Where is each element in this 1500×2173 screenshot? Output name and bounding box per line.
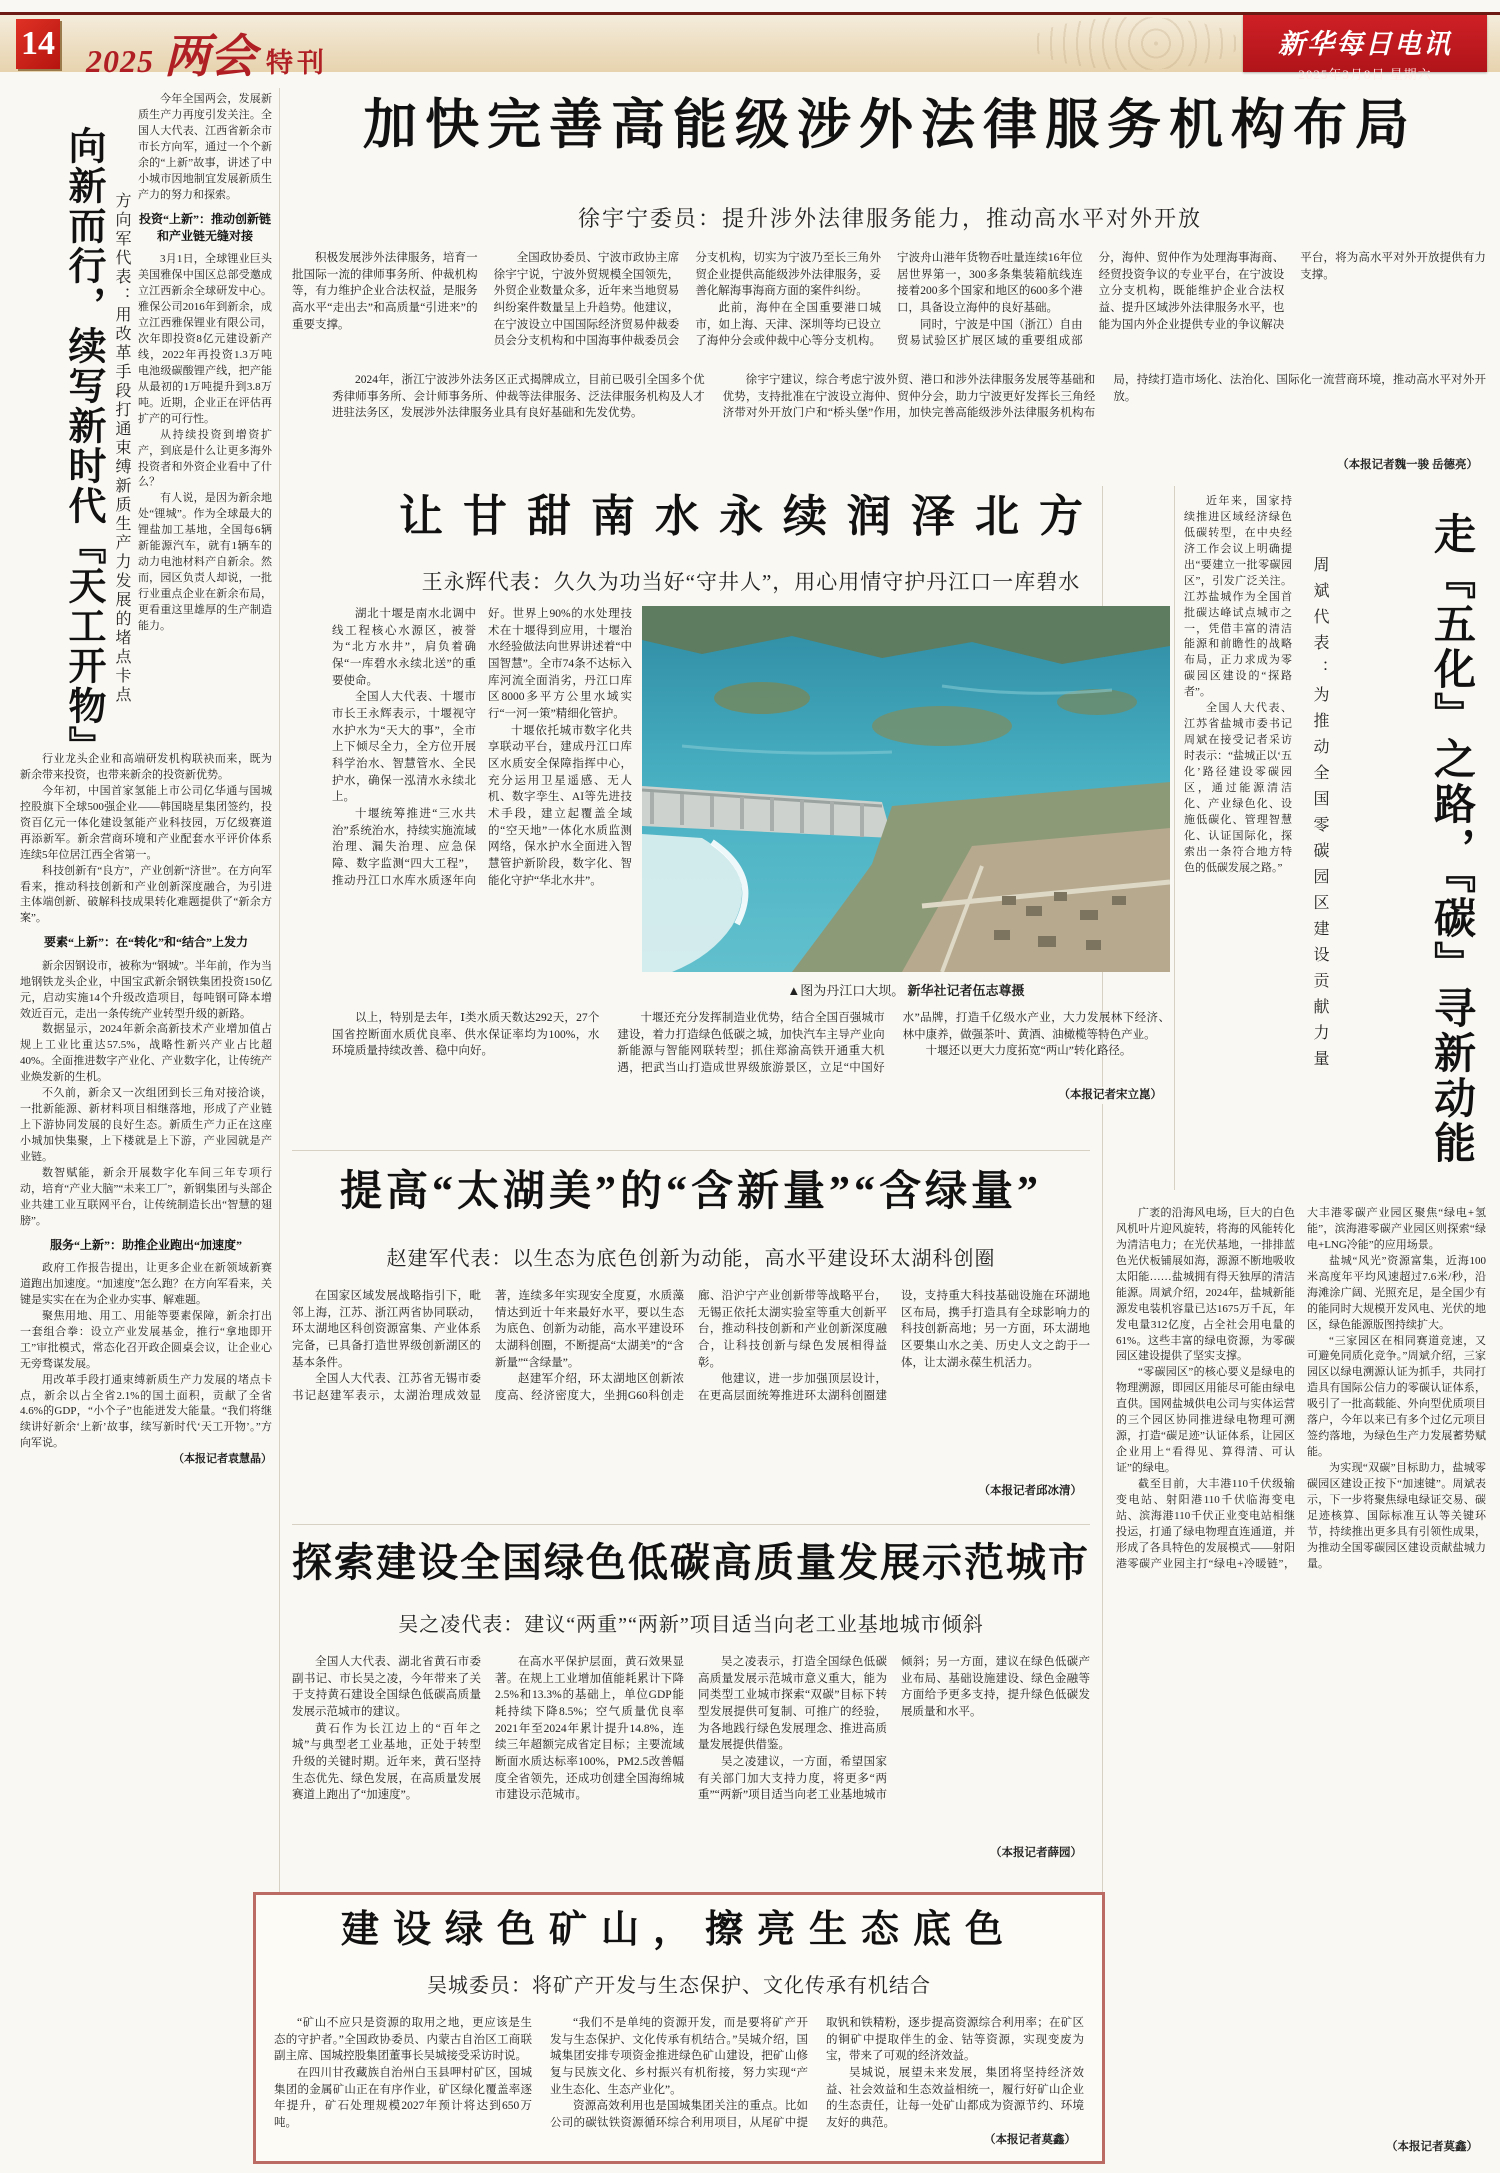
body-paragraph: 资源高效利用也是国城集团关注的重点。比如公司的碳钛铁资源循环综合利用项目，从尾矿中提取钒和铁精粉，逐步提高资源综合利用率；在矿区的铜矿中提取伴生的金、钴等资源，实现变废为宝，带来了可观的经济效益。: [550, 2017, 1084, 2130]
photo-caption: [642, 980, 1170, 999]
body-paragraph: 以上，特别是去年，Ⅰ类水质天数达292天，27个国省控断面水质优良率、供水保证率均为100%，水环境质量持续改善、稳中向好。: [332, 1012, 600, 1058]
body-paragraph: 此前，海仲在全国重要港口城市，如上海、天津、深圳等均已设立了海仲分会或仲裁中心等分支机构。宁波舟山港年货物吞吐量连续16年位居世界第一，300多条集装箱航线连接着200多个国家和地区的600多个港口，具备设立海仲的良好基础。: [695, 252, 1083, 348]
mine-article-byline: （本报记者莫鑫）: [978, 2132, 1076, 2149]
left-article-sec2-title: 要素“上新”：在“转化”和“结合”上发力: [43, 935, 248, 950]
mine-article-box: [253, 1892, 1105, 2164]
water-article-byline: （本报记者宋立崑）: [1053, 1087, 1163, 1104]
body-paragraph: 用改革手段打通束缚新质生产力发展的堵点卡点，新余以占全省2.1%的国土面积，贡献了全省4.6%的GDP，“小个子”也能迸发大能量。“我们将继续讲好新余‘上新’故事，续写新时代‘天工开物’。”方向军说。: [20, 1373, 272, 1450]
body-paragraph: 赵建军介绍，环太湖地区创新浓度高、经济密度大，坐拥G60科创走廊、沿沪宁产业创新带等战略平台，无锡正依托太湖实验室等重大创新平台，推动科技创新和产业创新深度融合，让科技创新与绿色发展相得益彰。: [495, 1290, 887, 1403]
carbon-article-subhead: 周斌代表：为推动全国零碳园区建设贡献力量: [1311, 556, 1328, 1076]
body-paragraph: 十堰依托城市数字化共享联动平台，建成丹江口库区水质安全保障指挥中心，充分运用卫星遥感、无人机、数字孪生、AI等先进技术手段，建立起覆盖全域的“空天地”一体化水质监测网络，保水护水全面进入智慧管护新阶段，数字化、智能化守护“华北水井”。: [488, 724, 632, 887]
body-paragraph: 数据显示，2024年新余高新技术产业增加值占规上工业比重达57.5%，战略性新兴产业占比超40%。全面推进数字产业化、产业数字化，让传统产业焕发新的生机。: [20, 1023, 272, 1084]
body-paragraph: 行业龙头企业和高端研发机构联袂而来，既为新余带来投资，也带来新余的投资新优势。: [20, 753, 272, 781]
body-paragraph: 盐城“风光”资源富集，近海100米高度年平均风速超过7.6米/秒，沿海滩涂广阔、光照充足，是全国少有的能同时大规模开发风电、光伏的地区，绿色能源版图持续扩大。: [1307, 1254, 1486, 1331]
body-paragraph: 今年初，中国首家氢能上市公司亿华通与国城控股旗下全球500强企业——韩国晓星集团签约，投资百亿元一体化建设氢能产业科技园，万亿级赛道再添新军。新余营商环境和产业配套水平评价体系连续5年位居江西全省第一。: [20, 784, 272, 861]
body-paragraph: 黄石作为长江边上的“百年之城”与典型老工业基地，正处于转型升级的关键时期。近年来，黄石坚持生态优先、绿色发展，在高质量发展赛道上跑出了“加速度”。: [292, 1722, 481, 1802]
body-paragraph: 湖北十堰是南水北调中线工程核心水源区，被誉为“北方水井”，肩负着确保“一库碧水永续北送”的重要使命。: [332, 608, 476, 687]
taihu-article-body: [292, 1288, 1090, 1500]
carbon-article-headline: 走『五化』之路，『碳』寻新动能: [1428, 512, 1474, 1166]
body-paragraph: 吴城说，展望未来发展，集团将坚持经济效益、社会效益和生态效益相统一，履行好矿山企业的生态责任，让每一处矿山都成为资源节约、环境友好的典范。: [826, 2067, 1084, 2130]
carbon-article-lower-columns: [1116, 1206, 1486, 2156]
top-article-subhead: 徐宇宁委员：提升涉外法律服务能力，推动高水平对外开放: [577, 206, 1202, 231]
danjiangkou-dam-photo: [642, 606, 1170, 972]
taihu-article-byline: （本报记者邱冰清）: [973, 1483, 1083, 1500]
body-paragraph: 积极发展涉外法律服务，培育一批国际一流的律师事务所、仲裁机构等，有力维护企业合法权益，是服务高水平“走出去”和高质量“引进来”的重要支撑。: [292, 252, 478, 331]
page-number-badge: [16, 19, 60, 69]
top-article-byline: （本报记者魏一骏 岳德亮）: [1331, 457, 1478, 474]
body-paragraph: 数智赋能，新余开展数字化车间三年专项行动，培育“产业大脑”“未来工厂”，新钢集团与头部企业共建工业互联网平台，让传统制造长出“智慧的翅膀”。: [20, 1166, 272, 1227]
body-paragraph: 同时，宁波是中国（浙江）自由贸易试验区扩展区域的重要组成部分，海仲、贸仲作为处理海事海商、经贸投资争议的专业平台，在宁波设立分支机构，既能维护企业合法权益、提升区域涉外法律服务水平，也能为国内外企业提供专业的争议解决平台，将为高水平对外开放提供有力支撑。: [896, 252, 1486, 348]
body-paragraph: 在国家区域发展战略指引下，毗邻上海，江苏、浙江两省协同联动，环太湖地区科创资源富集、产业体系完备，已具备打造世界级创新湖区的基本条件。: [292, 1290, 481, 1369]
photo-caption-credit: 新华社记者伍志尊摄: [907, 983, 1025, 998]
left-article-sec2: [20, 959, 272, 1230]
lowcarbon-article-body: [292, 1654, 1090, 1862]
left-article-byline: （本报记者袁慧晶）: [173, 1453, 272, 1466]
body-paragraph: 吴之凌表示，打造全国绿色低碳高质量发展示范城市意义重大，能为同类型工业城市探索“双碳”目标下转型发展提供可复制、可推广的经验，为各地践行绿色发展理念、推进高质量发展提供借鉴。: [698, 1656, 887, 1752]
dam-aerial-illustration: [642, 606, 1170, 972]
body-paragraph: 在高水平保护层面，黄石效果显著。在规上工业增加值能耗累计下降2.5%和13.3%的基础上，单位GDP能耗持续下降8.5%；空气质量优良率2021年至2024年累计提升14.8%，连续三年超额完成省定目标；主要流域断面水质达标率100%，PM2.5改善幅度全省领先，还成功创建全国海绵城市建设示范城市。: [495, 1656, 684, 1802]
banner-ripple-watermark: [1030, 17, 1240, 70]
masthead-title: 新华每日电讯: [1278, 29, 1452, 59]
lowcarbon-article-headline: 探索建设全国绿色低碳高质量发展示范城市: [292, 1540, 1090, 1585]
mine-article-subhead: 吴城委员：将矿产开发与生态保护、文化传承有机结合: [427, 1974, 931, 1997]
photo-caption-text: ▲图为丹江口大坝。: [787, 983, 905, 998]
top-article-body-band1: [292, 250, 1486, 364]
lowcarbon-article-paras: [292, 1654, 1090, 1804]
carbon-article-top-column: [1184, 494, 1292, 1186]
page-number: 14: [21, 25, 55, 62]
body-paragraph: 新余因钢设市，被称为“钢城”。半年前，作为当地钢铁龙头企业，中国宝武新余钢铁集团投资150亿元，启动实施14个升级改造项目，每吨钢可降本增效近百元，走出一条传统产业转型升级的新路。: [20, 959, 272, 1020]
body-paragraph: 全国政协委员、宁波市政协主席徐宇宁说，宁波外贸规模全国领先，外贸企业数量众多，近年来当地贸易纠纷案件数量呈上升趋势。他建议，在宁波设立中国国际经济贸易仲裁委员会分支机构和中国海事仲裁委员会分支机构，切实为宁波乃至长三角外贸企业提供高能级涉外法律服务，妥善化解海事海商方面的案件纠纷。: [493, 252, 881, 348]
body-paragraph: 徐宇宁建议，综合考虑宁波外贸、港口和涉外法律服务发展等基础和优势，支持批准在宁波设立海仲、贸仲分会，助力宁波更好发挥长三角经济带对外开放门户和“桥头堡”作用，加快完善高能级涉外法律服务机构布局，持续打造市场化、法治化、国际化一流营商环境，推动高水平对外开放。: [722, 374, 1486, 420]
body-paragraph: 不久前，新余又一次组团到长三角对接洽谈，一批新能源、新材料项目相继落地，形成了产业链上下游协同发展的良好生态。新质生产力正在这座小城加快集聚，上下楼就是上下游，产业园就是产业链。: [20, 1087, 272, 1163]
left-article-sec1: [138, 252, 272, 635]
body-paragraph: “我们不是单纯的资源开发，而是要将矿产开发与生态保护、文化传承有机结合。”吴城介绍，国城集团安排专项资金推进绿色矿山建设，把矿山修复与民族文化、乡村振兴有机衔接，努力实现“产业生态化、生态产业化”。: [550, 2017, 808, 2096]
water-article-subhead: 王永辉代表：久久为功当好“守井人”，用心用情守护丹江口一库碧水: [421, 570, 1081, 594]
carbon-article-lower-paras: [1116, 1206, 1486, 1573]
body-paragraph: 全国人大代表、江苏省无锡市委书记赵建军表示，太湖治理成效显著，连续多年实现安全度夏，水质藻情达到近十年来最好水平，要以生态为底色、创新为动能，高水平建设环太湖科创圈，不断提高“太湖美”的“含新量”“含绿量”。: [292, 1290, 684, 1403]
body-paragraph: “零碳园区”的核心要义是绿电的物理溯源，即园区用能尽可能由绿电直供。国网盐城供电公司与实体运营的三个园区协同推进绿电物理可溯源，打造“碳足迹”认证体系，让园区企业用上“看得见、算得清、可认证”的绿电。: [1116, 1366, 1295, 1474]
mine-article-headline: 建设绿色矿山，擦亮生态底色: [340, 1909, 1017, 1951]
top-article-band2-paras: [332, 372, 1486, 422]
edition-title: [86, 20, 328, 82]
left-article-lower-column: [20, 752, 272, 2156]
left-article-sec1-title: 投资“上新”：推动创新链和产业链无缝对接: [138, 211, 271, 243]
body-paragraph: 科技创新有“良方”，产业创新“济世”。在方向军看来，推动科技创新和产业创新深度融合，为引进主体端创新、破解科技成果转化难题提供了“新余方案”。: [20, 864, 272, 925]
body-paragraph: 吴之凌建议，一方面，希望国家有关部门加大支持力度，将更多“两重”“两新”项目适当向老工业基地城市倾斜；另一方面，建议在绿色低碳产业布局、基础设施建设、绿色金融等方面给予更多支持，提升绿色低碳发展质量和水平。: [698, 1656, 1090, 1802]
body-paragraph: “矿山不应只是资源的取用之地，更应该是生态的守护者。”全国政协委员、内蒙古自治区工商联副主席、国城控股集团董事长吴城接受采访时说。: [274, 2017, 532, 2063]
edition-suffix: 特刊: [266, 48, 328, 78]
lowcarbon-article-subhead: 吴之凌代表：建议“两重”“两新”项目适当向老工业基地城市倾斜: [398, 1614, 984, 1636]
body-paragraph: 在四川甘孜藏族自治州白玉县呷村矿区，国城集团的金属矿山正在有序作业，矿区绿化覆盖率逐年提升，矿石处理规模2027年预计将达到650万吨。: [274, 2067, 532, 2130]
body-paragraph: 从持续投资到增资扩产，到底是什么让更多海外投资者和外资企业看中了什么？: [138, 428, 272, 489]
left-article-sec3: [20, 1261, 272, 1452]
water-article-bottom-paras: [332, 1010, 1170, 1077]
top-article-body-band2: [332, 372, 1486, 474]
taihu-article-headline: 提高“太湖美”的“含新量”“含绿量”: [339, 1169, 1042, 1215]
body-paragraph: 全国人大代表、江苏省盐城市委书记周斌在接受记者采访时表示：“盐城正以‘五化’路径建设零碳园区，通过能源清洁化、产业绿色化、设施低碳化、管理智慧化、认证国际化，探索出一条符合地方特色的低碳发展之路。”: [1184, 702, 1292, 874]
body-paragraph: 今年全国两会，发展新质生产力再度引发关注。全国人大代表、江西省新余市市长方向军，通过一个个新余的“上新”故事，讲述了中小城市因地制宜发展新质生产力的努力和探索。: [138, 93, 272, 201]
body-paragraph: 截至目前，大丰港110千伏级输变电站、射阳港110千伏临海变电站、滨海港110千伏正业变电站相继投运，打通了绿电物理直连通道，并形成了各具特色的发展模式——射阳港零碳产业园主打“绿电+冷暖链”，大丰港零碳产业园区聚焦“绿电+氢能”，滨海港零碳产业园区则探索“绿电+LNG冷能”的应用场景。: [1116, 1207, 1486, 1570]
body-paragraph: 十堰统筹推进“三水共治”系统治水，持续实施流域治理、漏失治理、应急保障、数字监测“四大工程”，推动丹江口水库水质逐年向好。世界上90%的水处理技术在十堰得到应用，十堰治水经验做法向世界讲述着“中国智慧”。全市74条不达标入库河流全面消劣，丹江口库区8000多平方公里水域实行“一河一策”精细化管护。: [332, 608, 632, 887]
edition-year: 2025: [86, 43, 154, 79]
left-article-top-column: [138, 92, 272, 742]
body-paragraph: 广袤的沿海风电场，巨大的白色风机叶片迎风旋转，将海的风能转化为清洁电力；在光伏基地，一排排蓝色光伏板铺展如海，源源不断地吸收太阳能……盐城拥有得天独厚的清洁能源。周斌介绍，2024年，盐城新能源发电装机容量已达1675万千瓦，年发电量312亿度，占全社会用电量的61%。这些丰富的绿电资源，为零碳园区建设提供了坚实支撑。: [1116, 1207, 1295, 1363]
masthead-box: [1243, 15, 1487, 82]
left-article-sec3-title: 服务“上新”：助推企业跑出“加速度”: [49, 1237, 242, 1252]
mine-article-paras: [274, 2015, 1084, 2132]
water-article-headline: 让甘甜南水永续润泽北方: [399, 492, 1103, 541]
water-article-left-columns: [332, 606, 632, 972]
body-paragraph: 为实现“双碳”目标助力，盐城零碳园区建设正按下“加速键”。周斌表示，下一步将聚焦绿电绿证交易、碳足迹核算、国际标准互认等关键环节，持续推出更多具有引领性成果，为推动全国零碳园区建设贡献盐城力量。: [1307, 1462, 1486, 1570]
left-article-subhead: 方向军代表：用改革手段打通束缚新质生产力发展的堵点卡点: [113, 192, 130, 705]
body-paragraph: 他建议，进一步加强顶层设计，在更高层面统筹推进环太湖科创圈建设，支持重大科技基础设施在环湖地区布局，携手打造具有全球影响力的科技创新高地；另一方面，环太湖地区要集山水之美、历史人文之韵于一体，让太湖永葆生机活力。: [698, 1290, 1090, 1403]
lowcarbon-article-byline: （本报记者薛园）: [984, 1845, 1082, 1862]
body-paragraph: 3月1日，全球锂业巨头美国雅保中国区总部受邀成立江西新余全球研发中心。雅保公司2016年到新余，成立江西雅保锂业有限公司，次年即投资8亿元建设新产线，2022年再投资1.3万吨电池级碳酸锂产线，把产能从最初的1万吨提升到3.8万吨。近期，企业正在评估再扩产的可行性。: [138, 253, 272, 425]
top-article-headline: 加快完善高能级涉外法律服务机构布局: [363, 95, 1417, 155]
left-article-intro: [138, 92, 272, 204]
edition-brush-title: 两会: [164, 31, 256, 82]
body-paragraph: 有人说，是因为新余地处“锂城”。作为全球最大的锂盐加工基地，全国每6辆新能源汽车，就有1辆车的动力电池材料产自新余。然而，园区负责人却说，一批行业重点企业在新余布局，更看重这里雄厚的生产制造能力。: [138, 492, 272, 632]
body-paragraph: “三家园区在相同赛道竞速，又可避免同质化竞争。”周斌介绍，三家园区以绿电溯源认证为抓手，共同打造具有国际公信力的零碳认证体系，吸引了一批高载能、外向型优质项目落户，今年以来已有多个过亿元项目签约落地，为绿色生产力发展蓄势赋能。: [1307, 1334, 1486, 1459]
taihu-article-paras: [292, 1288, 1090, 1405]
masthead-date: 2025年3月8日 星期六: [1298, 67, 1432, 82]
mine-article-body: [274, 2015, 1084, 2149]
body-paragraph: 聚焦用地、用工、用能等要素保障，新余打出一套组合拳：设立产业发展基金，推行“拿地即开工”审批模式，常态化召开政企圆桌会议，让企业心无旁骛谋发展。: [20, 1309, 272, 1370]
body-paragraph: 近年来，国家持续推进区域经济绿色低碳转型，在中央经济工作会议上明确提出“要建立一批零碳园区”，引发广泛关注。江苏盐城作为全国首批碳达峰试点城市之一，凭借丰富的清洁能源和前瞻性的战略布局，正力求成为零碳园区建设的“探路者”。: [1184, 495, 1292, 699]
body-paragraph: 全国人大代表、湖北省黄石市委副书记、市长吴之凌，今年带来了关于支持黄石建设全国绿色低碳高质量发展示范城市的建议。: [292, 1656, 481, 1719]
left-article-headline: 向新而行，续写新时代『天工开物』: [62, 126, 104, 766]
divider-left-block: [279, 88, 280, 2163]
body-paragraph: 政府工作报告提出，让更多企业在新领域新赛道跑出加速度。“加速度”怎么跑？在方向军看来，关键是实实在在为企业办实事、解难题。: [20, 1262, 272, 1306]
body-paragraph: 十堰还充分发挥制造业优势，结合全国百强城市建设，着力打造绿色低碳之城，加快汽车主导产业向新能源与智能网联转型；抓住郑渝高铁开通重大机遇，把武当山打造成世界级旅游景区，立足“中国好水”品牌，打造千亿级水产业，大力发展林下经济、林中康养，做强茶叶、黄酒、油橄榄等特色产业。: [617, 1012, 1170, 1075]
water-article-bottom-columns: [332, 1010, 1170, 1104]
divider-taihu-lowcarbon: [292, 1524, 1090, 1525]
carbon-article-byline: （本报记者莫鑫）: [1380, 2139, 1478, 2156]
taihu-article-subhead: 赵建军代表：以生态为底色创新为动能，高水平建设环太湖科创圈: [386, 1248, 996, 1270]
body-paragraph: 十堰还以更大力度拓宽“两山”转化路径。: [925, 1045, 1132, 1058]
divider-carbon-col: [1174, 486, 1175, 1190]
body-paragraph: 全国人大代表、十堰市市长王永辉表示，十堰视守水护水为“天大的事”，全市上下倾尽全力，全方位开展科学治水、智慧管水、全民护水，确保一泓清水永续北上。: [332, 691, 476, 804]
left-article-mid: [20, 752, 272, 927]
body-paragraph: 2024年，浙江宁波涉外法务区正式揭牌成立，目前已吸引全国多个优秀律师事务所、会计师事务所、仲裁等法律服务、泛法律服务机构及人才进驻法务区，发展涉外法律服务业具有良好基础和先发优势。: [332, 374, 705, 420]
divider-water-taihu: [292, 1150, 1090, 1151]
